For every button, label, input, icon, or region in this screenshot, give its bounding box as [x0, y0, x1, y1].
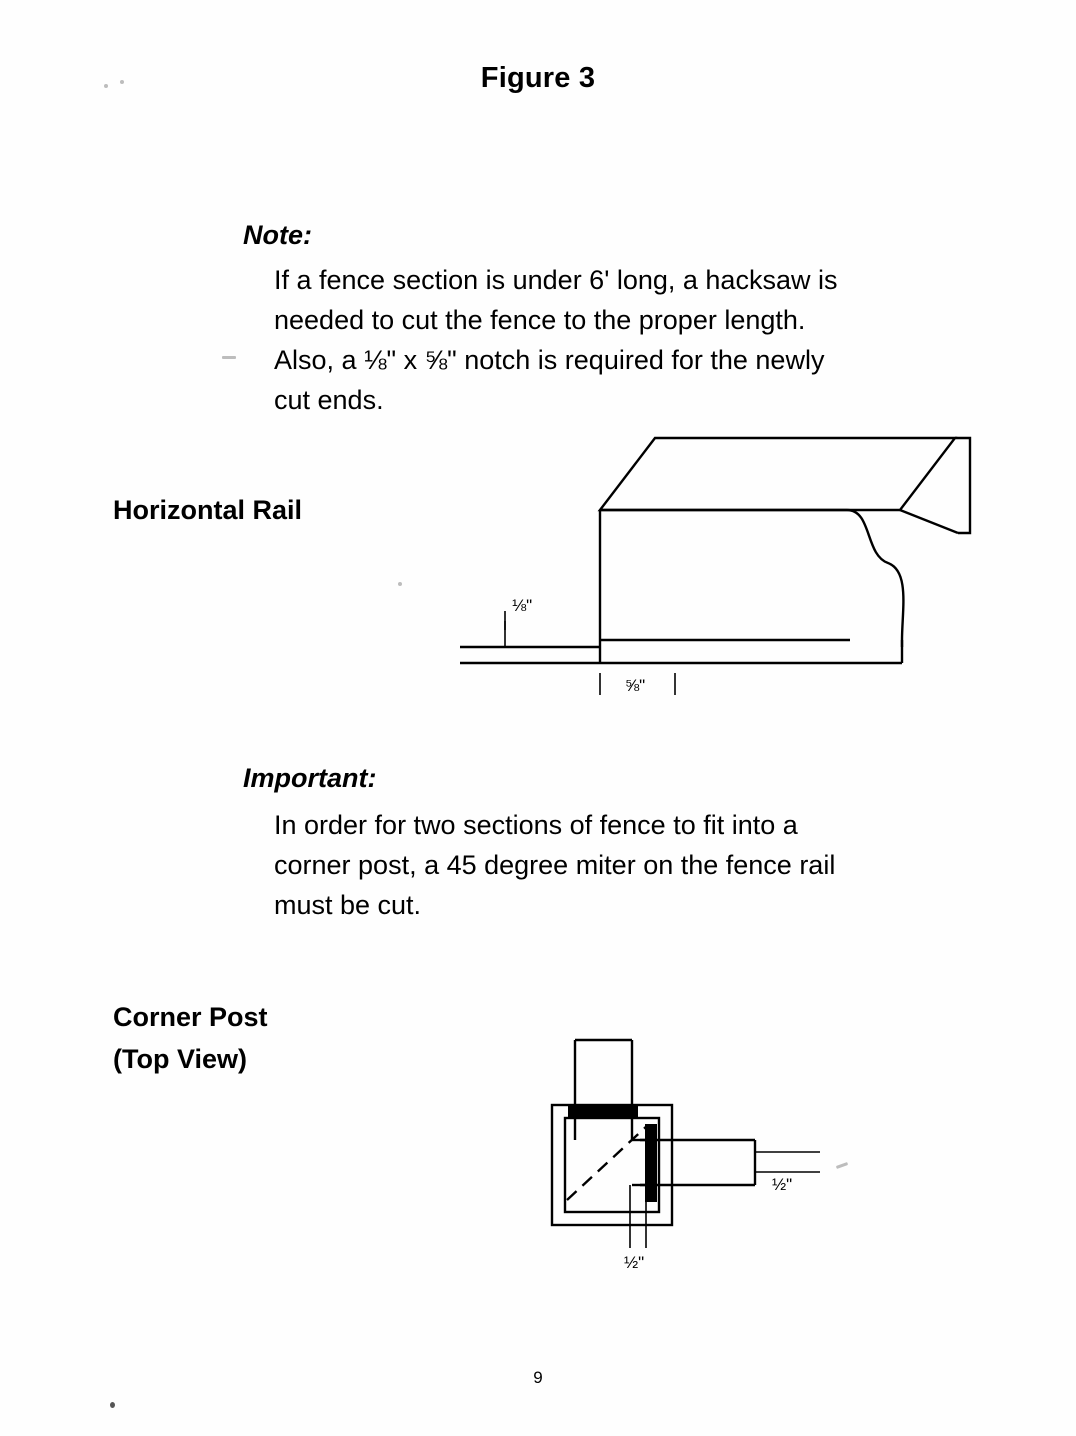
corner-post-label-line1: Corner Post [113, 1002, 268, 1032]
page-number: 9 [533, 1368, 543, 1387]
horizontal-rail-diagram [410, 415, 1010, 695]
dim-bottom-text: ½" [624, 1253, 645, 1272]
scan-speck [222, 356, 236, 359]
important-line: corner post, a 45 degree miter on the fence rail [274, 850, 836, 880]
important-line: must be cut. [274, 890, 422, 920]
scan-speck [120, 80, 124, 84]
corner-post-diagram [520, 1000, 880, 1280]
note-line: needed to cut the fence to the proper length. [274, 305, 806, 335]
horizontal-rail-label: Horizontal Rail [113, 495, 303, 525]
scan-speck [110, 1402, 115, 1408]
note-body [274, 260, 974, 420]
note-line: Also, a ⅛" x ⅝" notch is required for the newly [274, 345, 825, 375]
page-title: Figure 3 [480, 62, 596, 94]
scan-speck [104, 84, 108, 88]
corner-post-label-line2: (Top View) [113, 1044, 247, 1074]
dim-right-text: ½" [772, 1175, 793, 1194]
dim-notch-width-text: ⅝" [625, 676, 646, 695]
note-line: If a fence section is under 6' long, a hacksaw is [274, 265, 838, 295]
important-body [274, 805, 974, 925]
important-line: In order for two sections of fence to fit into a [274, 810, 798, 840]
note-heading: Note: [243, 220, 312, 250]
dim-notch-height-text: ⅛" [512, 596, 533, 615]
corner-post-label [113, 996, 268, 1080]
scan-speck [398, 582, 402, 586]
important-heading: Important: [243, 763, 377, 793]
note-line: cut ends. [274, 385, 384, 415]
